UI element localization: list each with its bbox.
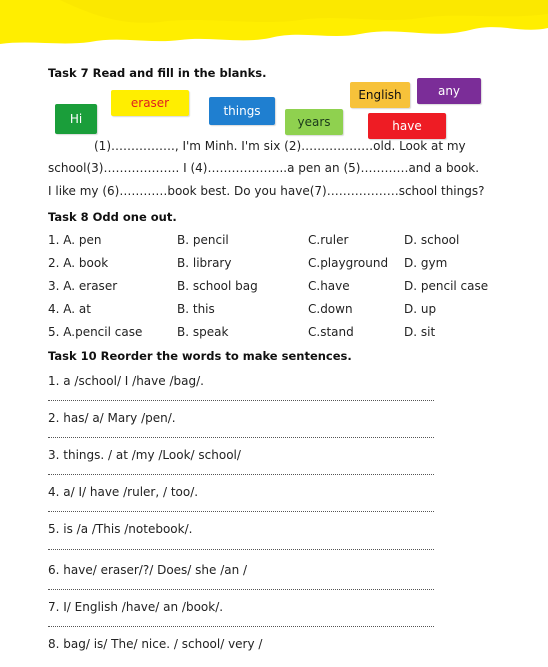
reorder-item-6: 6. have/ eraser/?/ Does/ she /an / [48, 563, 248, 577]
word-card-have: have [368, 113, 446, 139]
reorder-item-1: 1. a /school/ I /have /bag/. [48, 374, 204, 388]
word-card-eraser: eraser [111, 90, 189, 116]
answer-line-7 [48, 626, 434, 627]
answer-line-1 [48, 400, 434, 401]
answer-line-5 [48, 549, 434, 550]
option-d: D. gym [404, 256, 448, 270]
option-c: C.down [308, 302, 353, 316]
option-c: C.playground [308, 256, 389, 270]
option-d: D. school [404, 233, 460, 247]
option-a: 3. A. eraser [48, 279, 118, 293]
option-a: 1. A. pen [48, 233, 102, 247]
odd-one-out-row [48, 233, 508, 249]
reorder-item-3: 3. things. / at /my /Look/ school/ [48, 448, 241, 462]
answer-line-2 [48, 437, 434, 438]
odd-one-out-row [48, 325, 508, 341]
task8-title: Task 8 Odd one out. [48, 210, 177, 224]
option-c: C.have [308, 279, 350, 293]
word-card-english: English [350, 82, 410, 108]
reorder-item-5: 5. is /a /This /notebook/. [48, 522, 193, 536]
answer-line-4 [48, 511, 434, 512]
option-b: B. school bag [177, 279, 258, 293]
task7-line-2: school(3)………………. I (4)………………..a pen an (5)…………and a book. [48, 161, 480, 175]
option-d: D. up [404, 302, 437, 316]
reorder-item-4: 4. a/ I/ have /ruler, / too/. [48, 485, 199, 499]
task7-line-1: (1)……………., I'm Minh. I'm six (2)………………old. Look at my [94, 139, 466, 153]
reorder-item-7: 7. I/ English /have/ an /book/. [48, 600, 224, 614]
reorder-item-8: 8. bag/ is/ The/ nice. / school/ very / [48, 637, 263, 651]
task10-title: Task 10 Reorder the words to make sentences. [48, 349, 352, 363]
task7-title: Task 7 Read and fill in the blanks. [48, 66, 267, 80]
option-b: B. pencil [177, 233, 229, 247]
task7-line-3: I like my (6)…………book best. Do you have(7)………………school things? [48, 184, 485, 198]
option-b: B. this [177, 302, 215, 316]
word-card-years: years [285, 109, 343, 135]
reorder-item-2: 2. has/ a/ Mary /pen/. [48, 411, 176, 425]
answer-line-6 [48, 589, 434, 590]
option-d: D. sit [404, 325, 436, 339]
answer-line-3 [48, 474, 434, 475]
odd-one-out-row [48, 279, 508, 295]
option-d: D. pencil case [404, 279, 489, 293]
option-b: B. library [177, 256, 232, 270]
option-c: C.stand [308, 325, 354, 339]
option-b: B. speak [177, 325, 229, 339]
word-card-any: any [417, 78, 481, 104]
option-a: 5. A.pencil case [48, 325, 143, 339]
top-banner-wave [0, 0, 548, 70]
option-a: 4. A. at [48, 302, 91, 316]
odd-one-out-row [48, 256, 508, 272]
option-c: C.ruler [308, 233, 349, 247]
odd-one-out-row [48, 302, 508, 318]
word-card-things: things [209, 97, 275, 125]
word-card-hi: Hi [55, 104, 97, 134]
option-a: 2. A. book [48, 256, 109, 270]
